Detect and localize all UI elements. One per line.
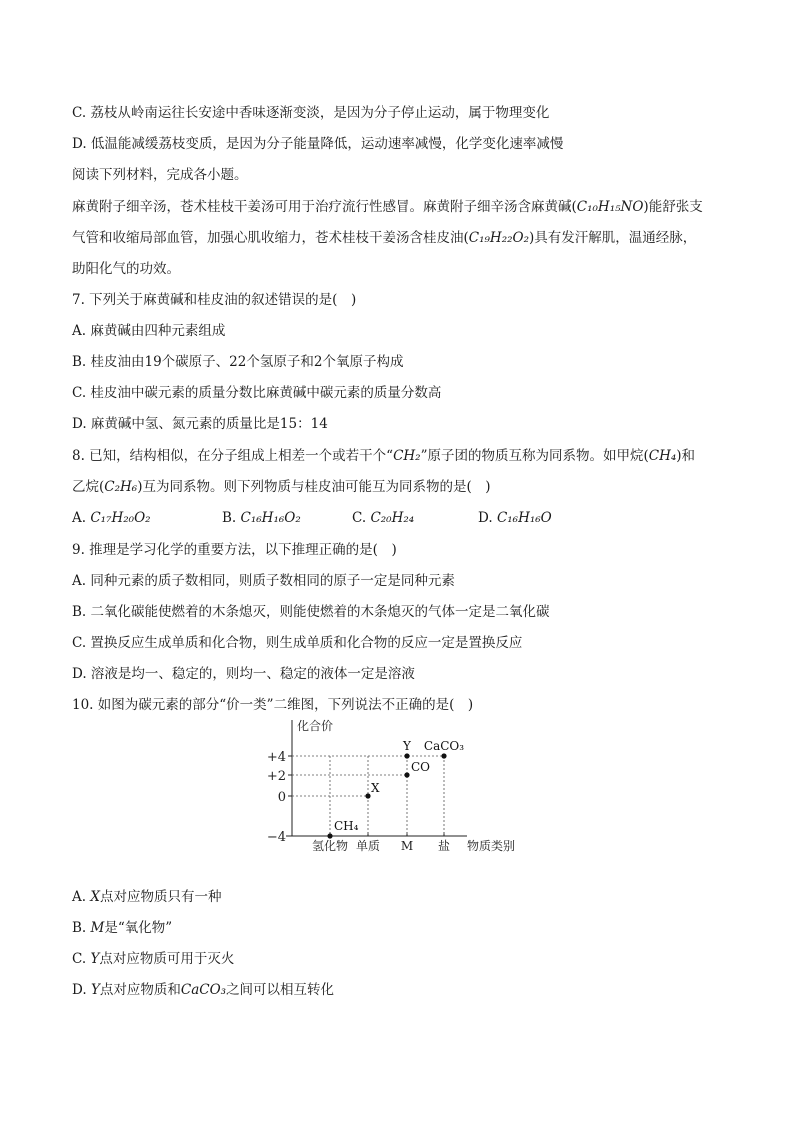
q8-option-d: D. C₁₆H₁₆O — [478, 510, 552, 526]
data-point — [404, 753, 409, 758]
q7-option-a: A. 麻黄碱由四种元素组成 — [72, 323, 226, 339]
q9-option-d: D. 溶液是均一、稳定的，则均一、稳定的液体一定是溶液 — [72, 666, 415, 682]
chart-axes — [267, 718, 515, 853]
material-line-1: 麻黄附子细辛汤，苍术桂枝干姜汤可用于治疗流行性感冒。麻黄附子细辛汤含麻黄碱(C₁₀H₁₅NO)能舒张支 — [72, 199, 703, 215]
y-tick-label: +4 — [266, 750, 286, 765]
q7-option-d: D. 麻黄碱中氢、氮元素的质量比是15：14 — [72, 416, 328, 432]
x-axis-label: 物质类别 — [467, 839, 516, 853]
q10-option-c: C. Y点对应物质可用于灭火 — [72, 951, 235, 967]
q8-stem-line-1: 8. 已知，结构相似，在分子组成上相差一个或若干个“CH₂”原子团的物质互称为同系物。如甲烷(CH₄)和 — [72, 448, 696, 464]
q6-option-c: C. 荔枝从岭南运往长安途中香味逐渐变淡，是因为分子停止运动，属于物理变化 — [72, 105, 550, 121]
y-axis-label: 化合价 — [297, 719, 334, 733]
material-line-2: 气管和收缩局部血管，加强心肌收缩力，苍术桂枝干姜汤含桂皮油(C₁₉H₂₂O₂)具有发汗解肌，温通经脉， — [72, 230, 697, 246]
q8-option-b: B. C₁₆H₁₆O₂ — [222, 510, 301, 526]
data-point — [441, 753, 446, 758]
q8-stem-line-2: 乙烷(C₂H₆)互为同系物。则下列物质与桂皮油可能互为同系物的是( ) — [72, 479, 491, 495]
material-line-3: 助阳化气的功效。 — [72, 261, 180, 277]
q9-option-a: A. 同种元素的质子数相同，则质子数相同的原子一定是同种元素 — [72, 573, 455, 589]
data-point-label: Y — [403, 739, 411, 753]
q9-option-b: B. 二氧化碳能使燃着的木条熄灭，则能使燃着的木条熄灭的气体一定是二氧化碳 — [72, 604, 550, 620]
y-tick-label: +2 — [266, 769, 286, 784]
x-tick-label: 氢化物 — [311, 839, 349, 853]
q10-option-a: A. X点对应物质只有一种 — [72, 889, 222, 905]
x-tick-label: 盐 — [437, 839, 451, 853]
y-tick-label: −4 — [266, 830, 286, 845]
x-tick-label: M — [400, 839, 414, 853]
q10-stem: 10. 如图为碳元素的部分“价一类”二维图，下列说法不正确的是( ) — [72, 697, 474, 713]
q8-option-a: A. C₁₇H₂₀O₂ — [72, 510, 151, 526]
data-point — [365, 793, 370, 798]
reading-instruction: 阅读下列材料，完成各小题。 — [72, 167, 248, 183]
q10-option-b: B. M是“氧化物” — [72, 920, 173, 936]
data-point — [327, 833, 332, 838]
q8-options — [72, 508, 672, 528]
y-tick-label: 0 — [277, 790, 286, 805]
data-point-label: X — [371, 781, 380, 795]
q8-option-c: C. C₂₀H₂₄ — [352, 510, 415, 526]
data-point-label: CH₄ — [334, 819, 359, 833]
q7-stem: 7. 下列关于麻黄碱和桂皮油的叙述错误的是( ) — [72, 292, 357, 308]
q10-option-d: D. Y点对应物质和CaCO₃之间可以相互转化 — [72, 982, 335, 998]
q7-option-b: B. 桂皮油由19个碳原子、22个氢原子和2个氧原子构成 — [72, 354, 404, 370]
q9-stem: 9. 推理是学习化学的重要方法，以下推理正确的是( ) — [72, 542, 397, 558]
x-tick-label: 单质 — [355, 839, 381, 853]
data-point — [404, 772, 409, 777]
q7-option-c: C. 桂皮油中碳元素的质量分数比麻黄碱中碳元素的质量分数高 — [72, 385, 442, 401]
data-point-label: CO — [411, 760, 431, 774]
data-point-label: CaCO₃ — [423, 739, 465, 753]
q6-option-d: D. 低温能减缓荔枝变质，是因为分子能量降低，运动速率减慢，化学变化速率减慢 — [72, 136, 564, 152]
valence-class-chart — [262, 712, 532, 862]
q9-option-c: C. 置换反应生成单质和化合物，则生成单质和化合物的反应一定是置换反应 — [72, 635, 523, 651]
